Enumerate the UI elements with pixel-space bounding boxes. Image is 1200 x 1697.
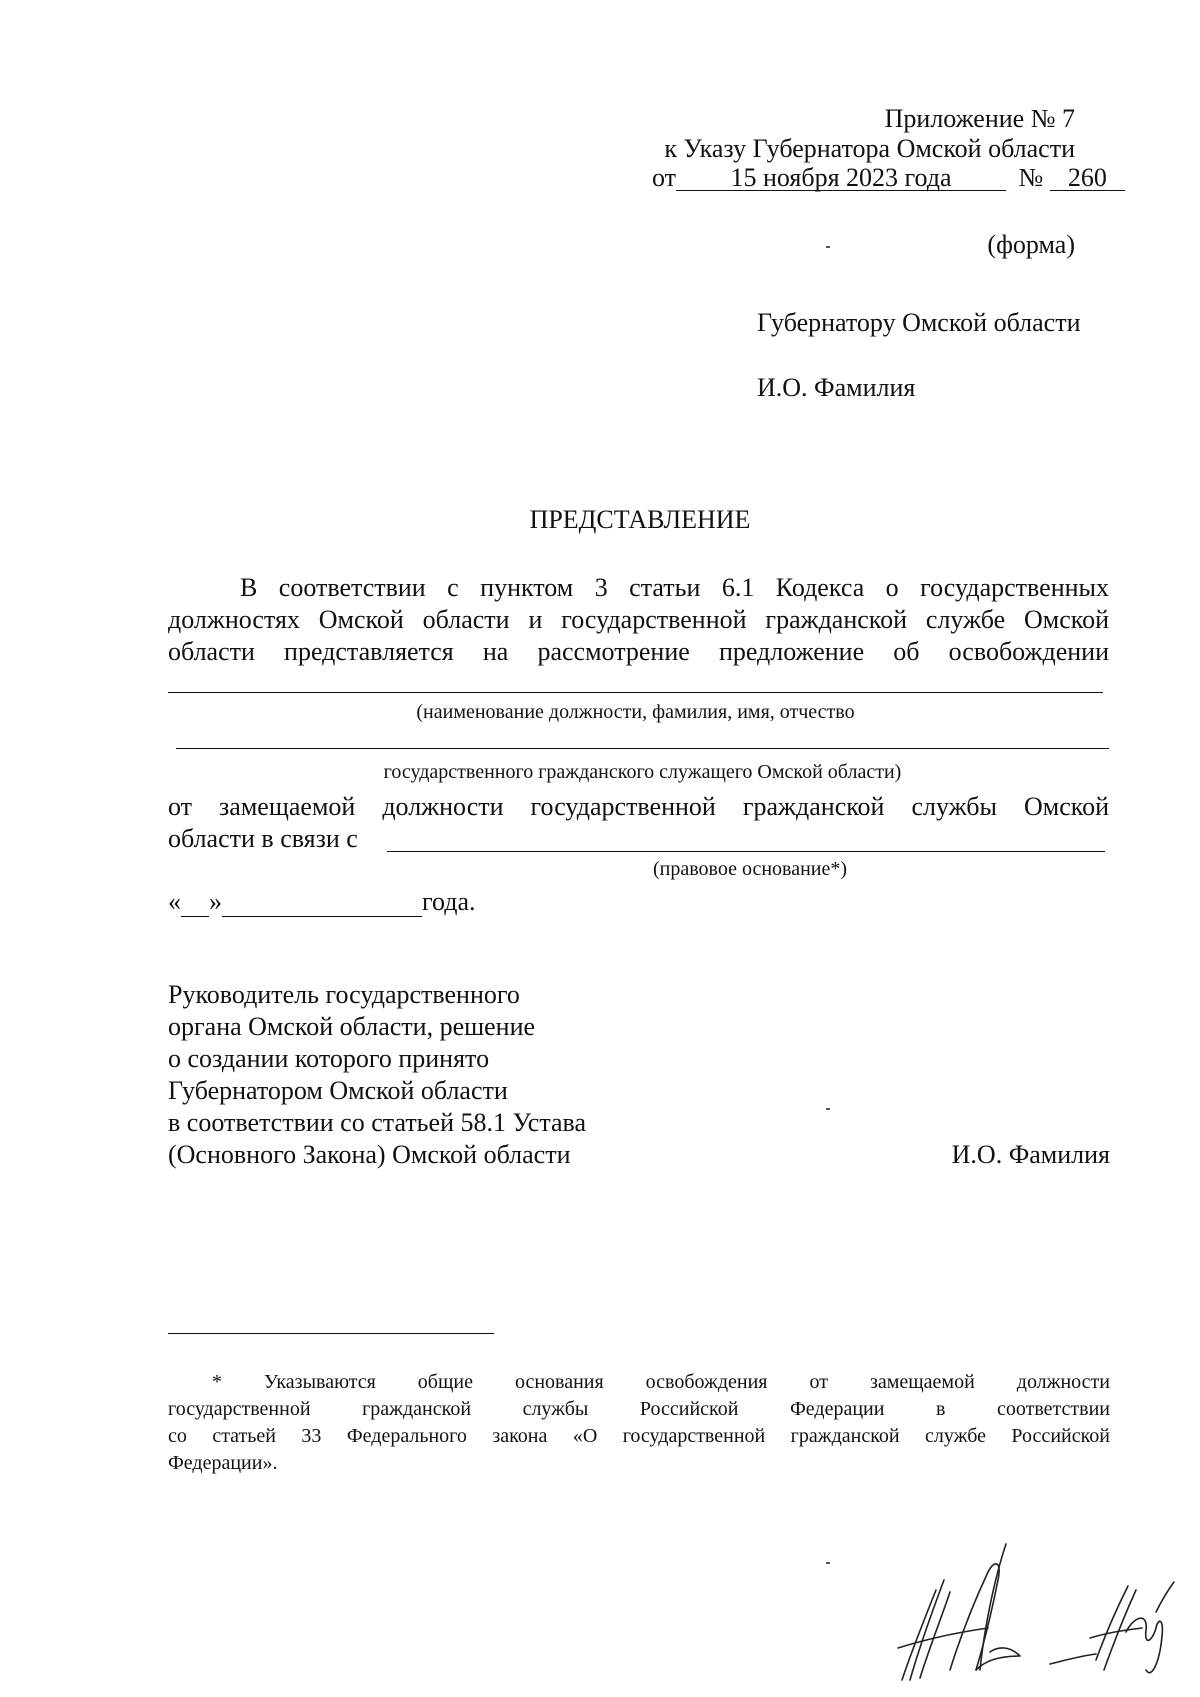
signature-line-3: о создании которого принято bbox=[168, 1044, 490, 1073]
month-field bbox=[222, 892, 422, 917]
day-field bbox=[181, 892, 209, 917]
handwritten-initials bbox=[890, 1520, 1180, 1690]
addressee-name: И.О. Фамилия bbox=[757, 373, 916, 402]
body-line-1: В соответствии с пунктом 3 статьи 6.1 Кодекса о государственных bbox=[240, 573, 1109, 602]
fill-line-servant bbox=[176, 748, 1109, 749]
number-prefix: № bbox=[1018, 163, 1044, 192]
footnote-line-2: государственной гражданской службы Российской Федерации в соответствии bbox=[168, 1398, 1110, 1420]
scan-speck bbox=[826, 1562, 830, 1564]
form-label: (форма) bbox=[987, 230, 1075, 259]
footnote-separator bbox=[168, 1333, 494, 1334]
year-suffix: года. bbox=[422, 887, 476, 916]
hint-servant: государственного гражданского служащего Омской области) bbox=[383, 761, 902, 783]
fill-line-basis bbox=[387, 851, 1105, 852]
appendix-label: Приложение № 7 bbox=[884, 104, 1075, 133]
date-row bbox=[168, 887, 476, 917]
decree-label: к Указу Губернатора Омской области bbox=[664, 134, 1075, 163]
signature-line-4: Губернатором Омской области bbox=[168, 1076, 508, 1105]
date-close-quote: » bbox=[209, 887, 222, 916]
signature-line-2: органа Омской области, решение bbox=[168, 1012, 536, 1041]
decree-number-field: 260 bbox=[1050, 166, 1125, 191]
fill-line-position bbox=[168, 692, 1103, 693]
hint-legal-basis: (правовое основание*) bbox=[652, 858, 848, 880]
footnote-line-4: Федерации». bbox=[168, 1452, 278, 1474]
signature-line-1: Руководитель государственного bbox=[168, 980, 520, 1009]
scan-speck bbox=[826, 246, 830, 248]
body-line-4: от замещаемой должности государственной гражданской службы Омской bbox=[168, 792, 1109, 821]
document-title: ПРЕДСТАВЛЕНИЕ bbox=[529, 505, 751, 534]
date-prefix: от bbox=[652, 163, 677, 192]
hint-position-name: (наименование должности, фамилия, имя, отчество bbox=[416, 701, 855, 723]
decree-date-row bbox=[652, 163, 1125, 193]
decree-date-field: 15 ноября 2023 года bbox=[676, 166, 1006, 191]
addressee-to: Губернатору Омской области bbox=[757, 308, 1081, 337]
scan-speck bbox=[826, 1108, 830, 1110]
date-open-quote: « bbox=[168, 887, 181, 916]
body-line-2: должностях Омской области и государственной гражданской службе Омской bbox=[168, 605, 1109, 634]
signature-name: И.О. Фамилия bbox=[951, 1140, 1110, 1169]
signature-line-6: (Основного Закона) Омской области bbox=[168, 1140, 571, 1169]
body-line-3: области представляется на рассмотрение предложение об освобождении bbox=[168, 637, 1109, 666]
body-line-5: области в связи с bbox=[168, 824, 358, 853]
footnote-line-3: со статьей 33 Федерального закона «О государственной гражданской службе Российской bbox=[168, 1425, 1110, 1447]
footnote-line-1: * Указываются общие основания освобождения от замещаемой должности bbox=[212, 1371, 1110, 1393]
signature-line-5: в соответствии со статьей 58.1 Устава bbox=[168, 1108, 587, 1137]
